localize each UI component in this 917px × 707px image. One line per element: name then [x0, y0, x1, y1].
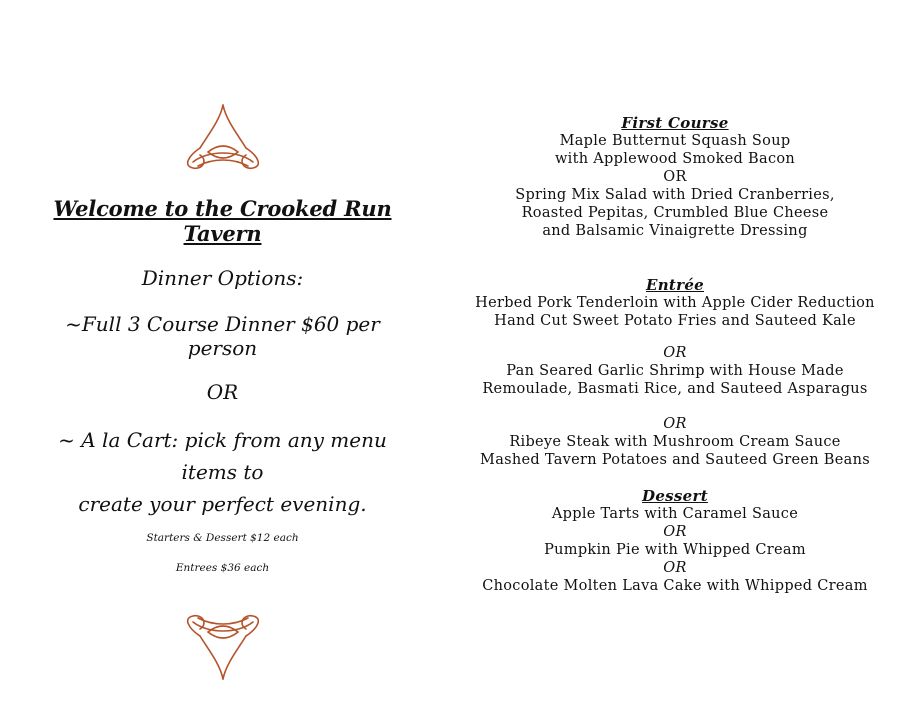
entree-heading: Entrée	[645, 276, 705, 294]
alacart-line-1: ~ A la Cart: pick from any menu items to	[58, 428, 387, 484]
flourish-ornament-top	[178, 100, 268, 170]
first-course-line: Maple Butternut Squash Soup	[559, 133, 791, 149]
dessert-line: Pumpkin Pie with Whipped Cream	[544, 542, 806, 558]
alacart-option	[30, 424, 415, 520]
entree-or: OR	[663, 345, 687, 361]
menu-panel	[470, 114, 880, 595]
first-course-line: Roasted Pepitas, Crumbled Blue Cheese	[521, 205, 829, 221]
first-course-or: OR	[663, 169, 687, 185]
first-course-heading: First Course	[621, 114, 729, 132]
entree-line: Mashed Tavern Potatoes and Sauteed Green Beans	[480, 452, 870, 468]
dessert-line: Apple Tarts with Caramel Sauce	[551, 506, 799, 522]
flourish-ornament-bottom	[178, 614, 268, 684]
dinner-options-label: Dinner Options:	[141, 266, 304, 290]
entree-line: Remoulade, Basmati Rice, and Sauteed Asparagus	[482, 381, 868, 397]
entree-line: Herbed Pork Tenderloin with Apple Cider Reduction	[475, 295, 875, 311]
starters-price: Starters & Dessert $12 each	[146, 532, 299, 544]
or-separator: OR	[206, 380, 239, 404]
dessert-or: OR	[663, 524, 687, 540]
dessert-or: OR	[663, 560, 687, 576]
first-course-line: and Balsamic Vinaigrette Dressing	[542, 223, 808, 239]
dessert-heading: Dessert	[642, 487, 708, 505]
alacart-line-2: create your perfect evening.	[78, 492, 367, 516]
first-course-line: with Applewood Smoked Bacon	[554, 151, 796, 167]
entree-line: Pan Seared Garlic Shrimp with House Made	[506, 363, 844, 379]
first-course-line: Spring Mix Salad with Dried Cranberries,	[515, 187, 835, 203]
entree-or: OR	[663, 416, 687, 432]
entree-line: Hand Cut Sweet Potato Fries and Sauteed Kale	[494, 313, 856, 329]
welcome-title: Welcome to the Crooked Run Tavern	[53, 196, 392, 246]
entrees-price: Entrees $36 each	[175, 562, 270, 574]
left-panel	[30, 100, 415, 684]
dessert-line: Chocolate Molten Lava Cake with Whipped Cream	[482, 578, 868, 594]
entree-line: Ribeye Steak with Mushroom Cream Sauce	[509, 434, 841, 450]
full-dinner-option: ~Full 3 Course Dinner $60 per person	[65, 312, 380, 360]
